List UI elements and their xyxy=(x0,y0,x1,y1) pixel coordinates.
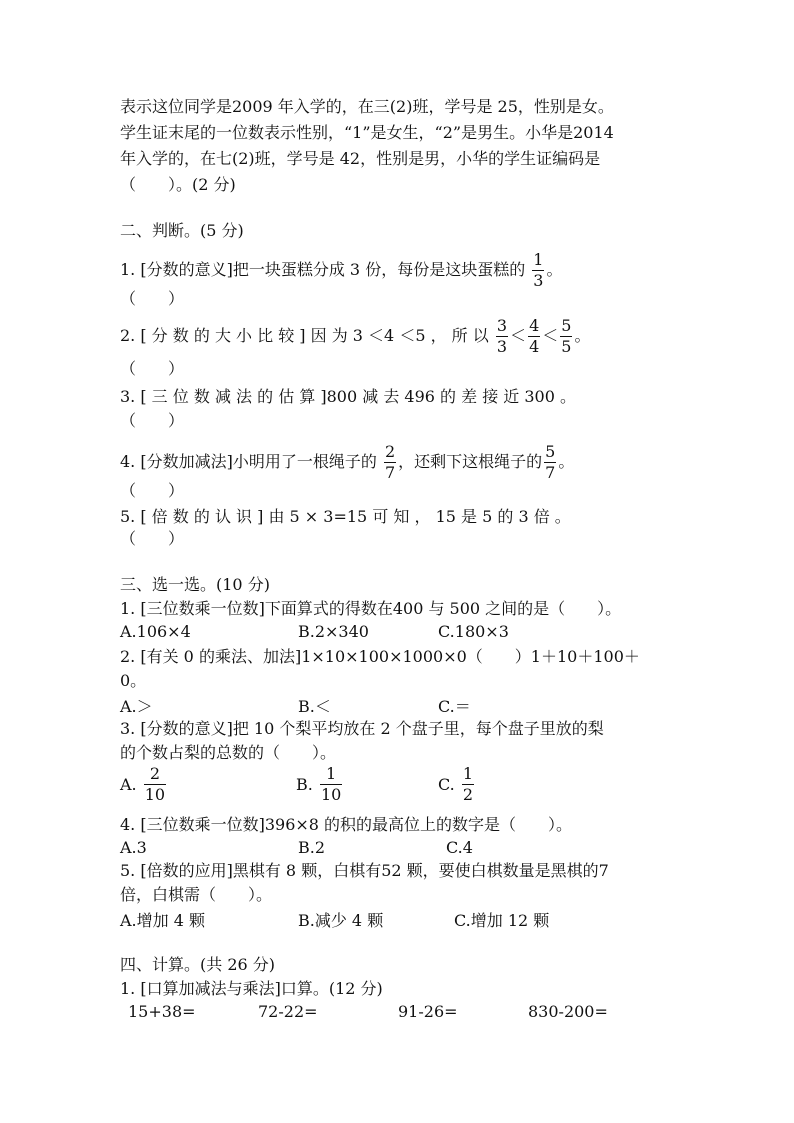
judge-q2: 2. [ 分 数 的 大 小 比 较 ] 因 为 3 ＜4 ＜5 ， 所 以 $\frac{3}{3}$ ＜ $\frac{4}{4}$ ＜ $\frac{5}{5}$ 。 xyxy=(120,316,591,356)
fraction: $\frac{4}{4}$ xyxy=(529,316,540,356)
choice-q5-cont: 倍，白棋需（ ）。 xyxy=(120,885,273,904)
judge-q4-text: 4. [分数加减法]小明用了一根绳子的 xyxy=(120,452,377,471)
option-b[interactable]: B.2×340 xyxy=(298,622,369,641)
choice-q3-cont: 的个数占梨的总数的（ ）。 xyxy=(120,743,337,762)
choice-q5: 5. [倍数的应用]黑棋有 8 颗，白棋有52 颗，要使白棋数量是黑棋的7 xyxy=(120,861,609,880)
judge-q1-blank[interactable]: （ ） xyxy=(120,289,185,308)
section-4-heading: 四、计算。(共 26 分) xyxy=(120,955,276,974)
option-b[interactable]: B.减少 4 颗 xyxy=(298,911,384,930)
judge-q1-text: 1. [分数的意义]把一块蛋糕分成 3 份，每份是这块蛋糕的 xyxy=(120,260,526,279)
judge-q2-blank[interactable]: （ ） xyxy=(120,359,185,378)
intro-line-3: 年入学的，在七(2)班，学号是 42，性别是男，小华的学生证编码是 xyxy=(120,149,601,168)
section-3-heading: 三、选一选。(10 分) xyxy=(120,575,270,594)
fraction: $\frac{1}{3}$ xyxy=(533,250,544,290)
option-c[interactable]: C.180×3 xyxy=(438,622,509,641)
intro-line-2: 学生证末尾的一位数表示性别，“1”是女生，“2”是男生。小华是2014 xyxy=(120,123,614,142)
choice-q3-options xyxy=(120,766,680,806)
judge-q2-text: 2. [ 分 数 的 大 小 比 较 ] 因 为 3 ＜4 ＜5 ， 所 以 xyxy=(120,326,489,345)
option-a[interactable]: A.＞ xyxy=(120,697,153,716)
section-2-heading: 二、判断。(5 分) xyxy=(120,221,244,240)
option-c[interactable]: C.4 xyxy=(446,838,473,857)
option-a[interactable]: A. $\frac{2}{10}$ xyxy=(120,764,166,804)
option-c[interactable]: C.＝ xyxy=(438,697,471,716)
option-b[interactable]: B.2 xyxy=(298,838,326,857)
fraction: $\frac{5}{7}$ xyxy=(545,442,556,482)
choice-q5-options xyxy=(120,908,680,948)
fraction: $\frac{2}{7}$ xyxy=(384,442,396,482)
calc-q1: 1. [口算加减法与乘法]口算。(12 分) xyxy=(120,979,383,998)
fraction: $\frac{3}{3}$ xyxy=(496,316,508,356)
fraction: $\frac{1}{10}$ xyxy=(320,764,342,804)
choice-q2: 2. [有关 0 的乘法、加法]1×10×100×1000×0（ ）1＋10＋100＋ xyxy=(120,647,640,666)
option-a[interactable]: A.3 xyxy=(120,838,147,857)
option-a[interactable]: A.106×4 xyxy=(120,622,191,641)
fraction: $\frac{2}{10}$ xyxy=(144,764,166,804)
option-a[interactable]: A.增加 4 颗 xyxy=(120,911,205,930)
fraction: $\frac{1}{2}$ xyxy=(462,764,474,804)
choice-q3: 3. [分数的意义]把 10 个梨平均放在 2 个盘子里，每个盘子里放的梨 xyxy=(120,719,604,738)
intro-line-4: （ ）。(2 分) xyxy=(120,175,236,194)
judge-q1: 1. [分数的意义]把一块蛋糕分成 3 份，每份是这块蛋糕的 $\frac{1}{3}$ 。 xyxy=(120,250,563,290)
choice-q1: 1. [三位数乘一位数]下面算式的得数在400 与 500 之间的是（ ）。 xyxy=(120,599,622,618)
oral-calc-item: 15+38= xyxy=(128,1002,196,1021)
intro-line-1: 表示这位同学是2009 年入学的，在三(2)班，学号是 25，性别是女。 xyxy=(120,97,614,116)
choice-q4: 4. [三位数乘一位数]396×8 的积的最高位上的数字是（ ）。 xyxy=(120,815,573,834)
judge-q3: 3. [ 三 位 数 减 法 的 估 算 ]800 减 去 496 的 差 接 近 300 。 xyxy=(120,387,577,406)
judge-q5-blank[interactable]: （ ） xyxy=(120,529,185,548)
option-b[interactable]: B. $\frac{1}{10}$ xyxy=(296,764,342,804)
fraction: $\frac{5}{5}$ xyxy=(561,316,572,356)
calc-q1-exercises xyxy=(120,1002,680,1042)
oral-calc-item: 91-26= xyxy=(398,1002,458,1021)
judge-q5: 5. [ 倍 数 的 认 识 ] 由 5 × 3=15 可 知 ， 15 是 5 的 3 倍 。 xyxy=(120,507,571,526)
option-c[interactable]: C. $\frac{1}{2}$ xyxy=(438,764,474,804)
judge-q4-blank[interactable]: （ ） xyxy=(120,481,185,500)
judge-q3-blank[interactable]: （ ） xyxy=(120,411,185,430)
choice-q2-cont: 0。 xyxy=(120,671,147,690)
option-c[interactable]: C.增加 12 颗 xyxy=(454,911,550,930)
judge-q4: 4. [分数加减法]小明用了一根绳子的 $\frac{2}{7}$ ，还剩下这根绳子的 $\frac{5}{7}$ 。 xyxy=(120,442,575,482)
oral-calc-item: 830-200= xyxy=(528,1002,608,1021)
oral-calc-item: 72-22= xyxy=(258,1002,318,1021)
option-b[interactable]: B.＜ xyxy=(298,697,331,716)
